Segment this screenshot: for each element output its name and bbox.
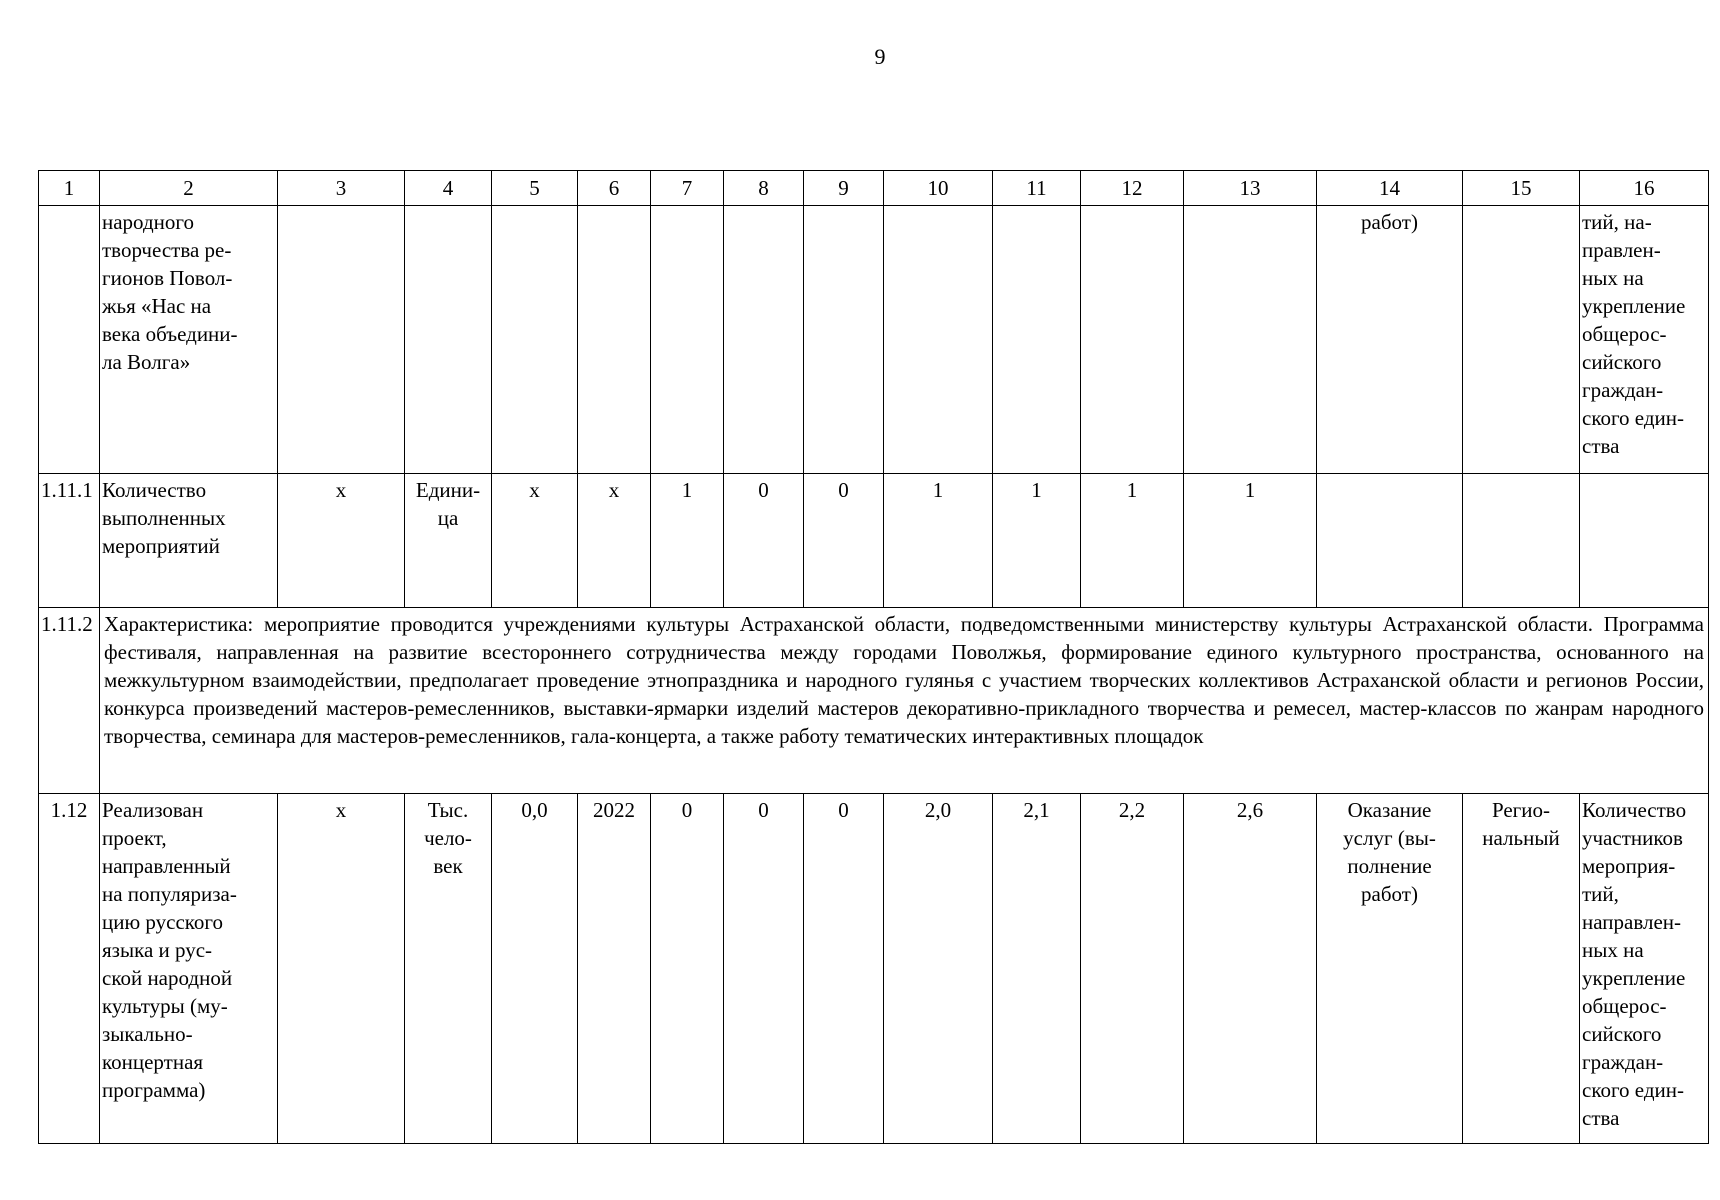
text-line: направленный <box>102 854 231 878</box>
unit-cell <box>405 474 492 608</box>
service-type-cell <box>1317 794 1463 1144</box>
text-line: века объедини- <box>102 322 238 346</box>
level-cell <box>1463 794 1580 1144</box>
cell <box>39 206 100 474</box>
value-cell: 0 <box>724 794 804 1144</box>
text-line: ского един- <box>1582 1078 1684 1102</box>
text-line: ства <box>1582 434 1620 458</box>
page-number: 9 <box>874 44 886 69</box>
text-line: тий, <box>1582 882 1619 906</box>
text-line: выполненных <box>102 506 226 530</box>
indicator-name-cell <box>100 206 278 474</box>
text-line: на популяриза- <box>102 882 237 906</box>
cell <box>1317 474 1463 608</box>
column-number: 9 <box>804 171 884 206</box>
column-number: 10 <box>884 171 993 206</box>
unit-cell <box>405 794 492 1144</box>
text-line: Реализован <box>102 798 204 822</box>
value-cell: 1 <box>651 474 724 608</box>
text-line: сийского <box>1582 350 1662 374</box>
cell <box>993 206 1081 474</box>
text-line: укрепление <box>1582 966 1686 990</box>
cell <box>1184 206 1317 474</box>
text-line: ского един- <box>1582 406 1684 430</box>
value-cell: 1 <box>993 474 1081 608</box>
value-cell: 0,0 <box>492 794 578 1144</box>
value-cell: 1 <box>884 474 993 608</box>
column-number: 1 <box>39 171 100 206</box>
table-row-continuation <box>39 206 1709 474</box>
value-cell: 2,1 <box>993 794 1081 1144</box>
text-line: цию русского <box>102 910 224 934</box>
cell <box>884 206 993 474</box>
text-line: Регио- <box>1491 798 1551 822</box>
indicators-table <box>38 170 1709 1144</box>
cell <box>1463 206 1580 474</box>
indicator-name-cell <box>100 474 278 608</box>
cell <box>804 206 884 474</box>
cell: x <box>578 474 651 608</box>
cell: x <box>492 474 578 608</box>
text-line: ных на <box>1582 266 1644 290</box>
text-line: гионов Повол- <box>102 266 233 290</box>
text-line: ла Волга» <box>102 350 191 374</box>
value-cell: 2,0 <box>884 794 993 1144</box>
cell: x <box>278 794 405 1144</box>
text-line: Тыс. <box>427 798 469 822</box>
text-line: мероприятий <box>102 534 220 558</box>
column-number: 4 <box>405 171 492 206</box>
text-line: правлен- <box>1582 238 1661 262</box>
text-line: укрепление <box>1582 294 1686 318</box>
value-cell: 0 <box>724 474 804 608</box>
text-line: общерос- <box>1582 994 1667 1018</box>
text-line: ской народной <box>102 966 233 990</box>
table-row-1-11-1 <box>39 474 1709 608</box>
text-line: участников <box>1582 826 1683 850</box>
text-line: зыкально- <box>102 1022 193 1046</box>
column-number: 7 <box>651 171 724 206</box>
text-line: народного <box>102 210 194 234</box>
text-line: Количество <box>1582 798 1687 822</box>
characteristic-text: Характеристика: мероприятие проводится учреждениями культуры Астраханской области, подведомственными министерству культуры Астраханской области. Программа фестиваля, направленная на развитие всестороннего сотрудничества между городами Поволжья, формирование единого культурного пространства, основанного на межкультурном взаимодействии, предполагает проведение этнопраздника и народного гулянья с участием творческих коллективов Астраханской области и регионов России, конкурса произведений мастеров-ремесленников, выставки-ярмарки изделий мастеров декоративно-прикладного творчества и ремесел, мастер-классов по жанрам народного творчества, семинара для мастеров-ремесленников, гала-концерта, а также работу тематических интерактивных площадок <box>100 608 1709 794</box>
text-line: тий, на- <box>1582 210 1652 234</box>
column-number: 14 <box>1317 171 1463 206</box>
indicator-name-cell <box>100 794 278 1144</box>
row-number-cell: 1.12 <box>39 794 100 1144</box>
column-number: 2 <box>100 171 278 206</box>
result-description-cell <box>1580 206 1709 474</box>
cell: x <box>278 474 405 608</box>
text-line: полнение <box>1347 854 1432 878</box>
cell <box>278 206 405 474</box>
column-number: 11 <box>993 171 1081 206</box>
column-number: 6 <box>578 171 651 206</box>
cell <box>1081 206 1184 474</box>
column-number: 5 <box>492 171 578 206</box>
column-number: 16 <box>1580 171 1709 206</box>
cell <box>578 206 651 474</box>
row-number-cell: 1.11.2 <box>39 608 100 794</box>
column-number-row <box>39 171 1709 206</box>
text-line: ных на <box>1582 938 1644 962</box>
text-line: проект, <box>102 826 167 850</box>
text-line: мероприя- <box>1582 854 1676 878</box>
cell <box>1580 474 1709 608</box>
value-cell: 0 <box>804 794 884 1144</box>
column-number: 3 <box>278 171 405 206</box>
text-line: нальный <box>1482 826 1560 850</box>
cell <box>492 206 578 474</box>
text-line: Оказание <box>1347 798 1432 822</box>
text-line: концертная <box>102 1050 204 1074</box>
text-line: ца <box>437 506 459 530</box>
value-cell: 2,2 <box>1081 794 1184 1144</box>
text-line: граждан- <box>1582 1050 1664 1074</box>
table-row-1-12 <box>39 794 1709 1144</box>
year-cell: 2022 <box>578 794 651 1144</box>
text-line: направлен- <box>1582 910 1682 934</box>
text-line: граждан- <box>1582 378 1664 402</box>
cell <box>651 206 724 474</box>
column-number: 12 <box>1081 171 1184 206</box>
column-number: 15 <box>1463 171 1580 206</box>
cell <box>405 206 492 474</box>
text-line: творчества ре- <box>102 238 232 262</box>
column-number: 13 <box>1184 171 1317 206</box>
text-line: Количество <box>102 478 207 502</box>
text-line: век <box>433 854 463 878</box>
cell <box>1463 474 1580 608</box>
text-line: ства <box>1582 1106 1620 1130</box>
text-line: культуры (му- <box>102 994 228 1018</box>
text-line: жья «Нас на <box>102 294 212 318</box>
text-line: языка и рус- <box>102 938 213 962</box>
table-row-1-11-2 <box>39 608 1709 794</box>
text-line: программа) <box>102 1078 206 1102</box>
text-line: Едини- <box>415 478 481 502</box>
row-number-cell: 1.11.1 <box>39 474 100 608</box>
value-cell: 2,6 <box>1184 794 1317 1144</box>
text-line: сийского <box>1582 1022 1662 1046</box>
value-cell: 0 <box>804 474 884 608</box>
result-description-cell <box>1580 794 1709 1144</box>
service-type-cell: работ) <box>1317 206 1463 474</box>
text-line: общерос- <box>1582 322 1667 346</box>
value-cell: 1 <box>1184 474 1317 608</box>
column-number: 8 <box>724 171 804 206</box>
value-cell: 1 <box>1081 474 1184 608</box>
cell <box>724 206 804 474</box>
value-cell: 0 <box>651 794 724 1144</box>
text-line: чело- <box>424 826 472 850</box>
text-line: работ) <box>1361 882 1418 906</box>
text-line: услуг (вы- <box>1343 826 1436 850</box>
